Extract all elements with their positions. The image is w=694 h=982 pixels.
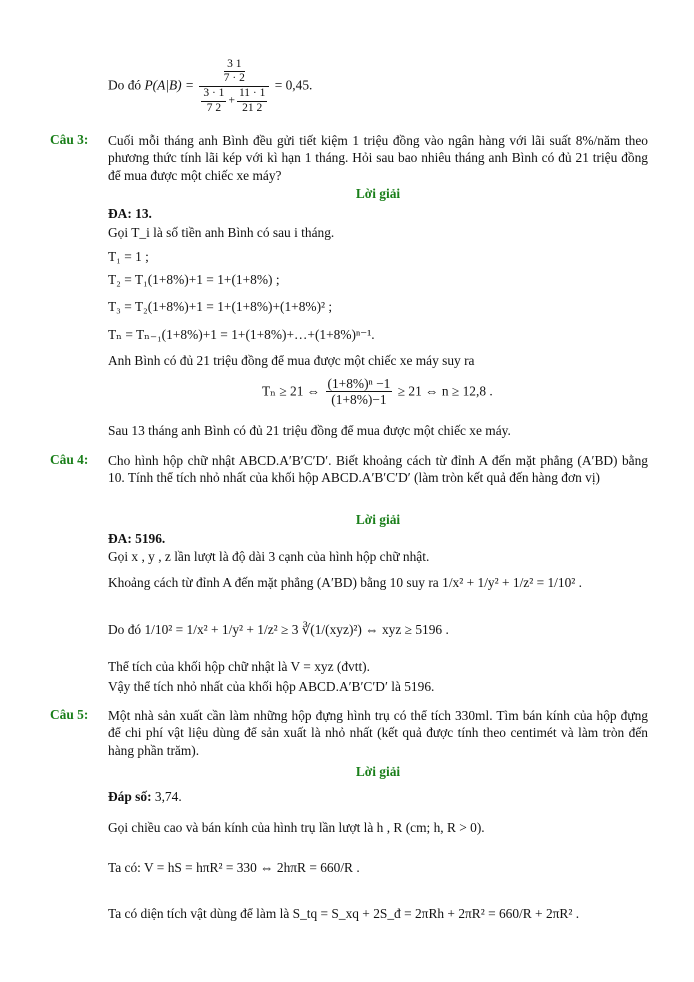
q4-line5: Vậy thể tích nhỏ nhất của khối hộp ABCD.A′B′C′D′ là 5196. — [108, 679, 435, 694]
q5-answer-value: 3,74. — [154, 789, 182, 804]
q3-line1: Gọi T_i là số tiền anh Bình có sau i tháng. — [108, 225, 335, 240]
q5-text: Một nhà sản xuất cần làm những hộp đựng hình trụ có thể tích 330ml. Tìm bán kính của hộp đựng để chi phí vật liệu dùng để sản xuất là nhỏ nhất (kết quả được tính theo centimét và làm tròn đến hàng phần trăm). — [108, 708, 648, 758]
q3-ineq-num: (1+8%)ⁿ −1 — [327, 376, 391, 391]
q5-line1: Gọi chiều cao và bán kính của hình trụ lần lượt là h , R (cm; h, R > 0). — [108, 820, 485, 835]
q5-line2-prefix: Ta có: — [108, 860, 141, 875]
top-den-c: 11 · 1 — [237, 87, 267, 101]
q3-ineq-den: (1+8%)−1 — [331, 392, 387, 408]
q3-ineq-rhs: ≥ 21 ⇔ n ≥ 12,8 . — [397, 383, 493, 399]
top-formula — [108, 58, 312, 115]
q3-conclusion: Sau 13 tháng anh Bình có đủ 21 triệu đồng để mua được một chiếc xe máy. — [108, 423, 511, 438]
q4-answer: ĐA: 5196. — [108, 531, 166, 546]
top-prefix: Do đó — [108, 77, 145, 93]
q3-tn: Tₙ = Tₙ₋₁(1+8%)+1 = 1+(1+8%)+…+(1+8%)ⁿ⁻¹. — [108, 327, 375, 342]
top-lhs: P(A|B) = — [144, 77, 194, 93]
q4-line4: Thể tích của khối hộp chữ nhật là V = xyz (đvtt). — [108, 659, 370, 674]
q4-line2-eq: 1/x² + 1/y² + 1/z² = 1/10² . — [442, 575, 583, 590]
q4-line1: Gọi x , y , z lần lượt là độ dài 3 cạnh của hình hộp chữ nhật. — [108, 549, 430, 564]
q5-line2 — [108, 860, 360, 877]
q3-solution-title: Lời giải — [355, 186, 401, 201]
top-num-top: 3 1 — [224, 58, 245, 72]
q3-ineq-fraction — [326, 376, 393, 408]
q5-solution-title: Lời giải — [355, 764, 401, 779]
q3-text: Cuối mỗi tháng anh Bình đều gửi tiết kiệm 1 triệu đồng vào ngân hàng với lãi suất 8%/năm theo phương thức tính lãi kép với kì hạn 1 tháng. Hỏi sau bao nhiêu tháng anh Bình có đủ 21 triệu đồng để mua được một chiếc xe máy? — [108, 133, 648, 183]
q5-line2-eq: V = hS = hπR² = 330 ⇔ 2hπR = 660/R . — [144, 860, 360, 875]
q4-label: Câu 4: — [50, 452, 89, 467]
q4-line3 — [108, 622, 449, 639]
q5-line3-prefix: Ta có diện tích vật dùng để làm là — [108, 906, 290, 921]
q3-t2: T₂ = T₁(1+8%)+1 = 1+(1+8%) ; — [108, 272, 280, 287]
top-den-a: 3 · 1 — [201, 87, 226, 101]
q4-solution-title: Lời giải — [355, 512, 401, 527]
q3-inequality — [262, 376, 493, 408]
q5-line3 — [108, 906, 579, 923]
q4-text: Cho hình hộp chữ nhật ABCD.A′B′C′D′. Biết khoảng cách từ đỉnh A đến mặt phẳng (A′BD) bằng 10. Tính thể tích nhỏ nhất của khối hộp ABCD.A′B′C′D′ (làm tròn kết quả đến hàng đơn vị) — [108, 453, 648, 486]
top-fraction: $\frac{3 1}{7 \cdot 2}$ $\frac{3 \cdot 1}{7 2}$ + $\frac{11 \cdot 1}{21 2}$ — [199, 58, 269, 115]
q4-line3-eq: 1/10² = 1/x² + 1/y² + 1/z² ≥ 3 ∛(1/(xyz)²) ⇔ xyz ≥ 5196 . — [144, 622, 449, 637]
q3-t1: T₁ = 1 ; — [108, 249, 149, 264]
q4-line2-text: Khoảng cách từ đỉnh A đến mặt phẳng (A′BD) bằng 10 suy ra — [108, 575, 439, 590]
top-den-b: 7 2 — [206, 101, 222, 114]
top-den-d: 21 2 — [242, 101, 263, 114]
q3-ineq-lhs: Tₙ ≥ 21 ⇔ — [262, 383, 321, 399]
q4-line3-prefix: Do đó — [108, 622, 142, 637]
top-result: = 0,45. — [274, 77, 313, 93]
q5-answer — [108, 789, 182, 806]
q5-label: Câu 5: — [50, 707, 89, 722]
q3-t3: T₃ = T₂(1+8%)+1 = 1+(1+8%)+(1+8%)² ; — [108, 299, 333, 314]
q3-label: Câu 3: — [50, 132, 89, 147]
q3-line2: Anh Bình có đủ 21 triệu đồng để mua được một chiếc xe máy suy ra — [108, 353, 475, 368]
top-num-bot: 7 · 2 — [223, 72, 245, 85]
q5-answer-label: Đáp số: — [108, 789, 152, 804]
q4-line2 — [108, 575, 582, 592]
q5-line3-eq: S_tq = S_xq + 2S_đ = 2πRh + 2πR² = 660/R + 2πR² . — [292, 906, 580, 921]
q3-answer: ĐA: 13. — [108, 206, 152, 221]
